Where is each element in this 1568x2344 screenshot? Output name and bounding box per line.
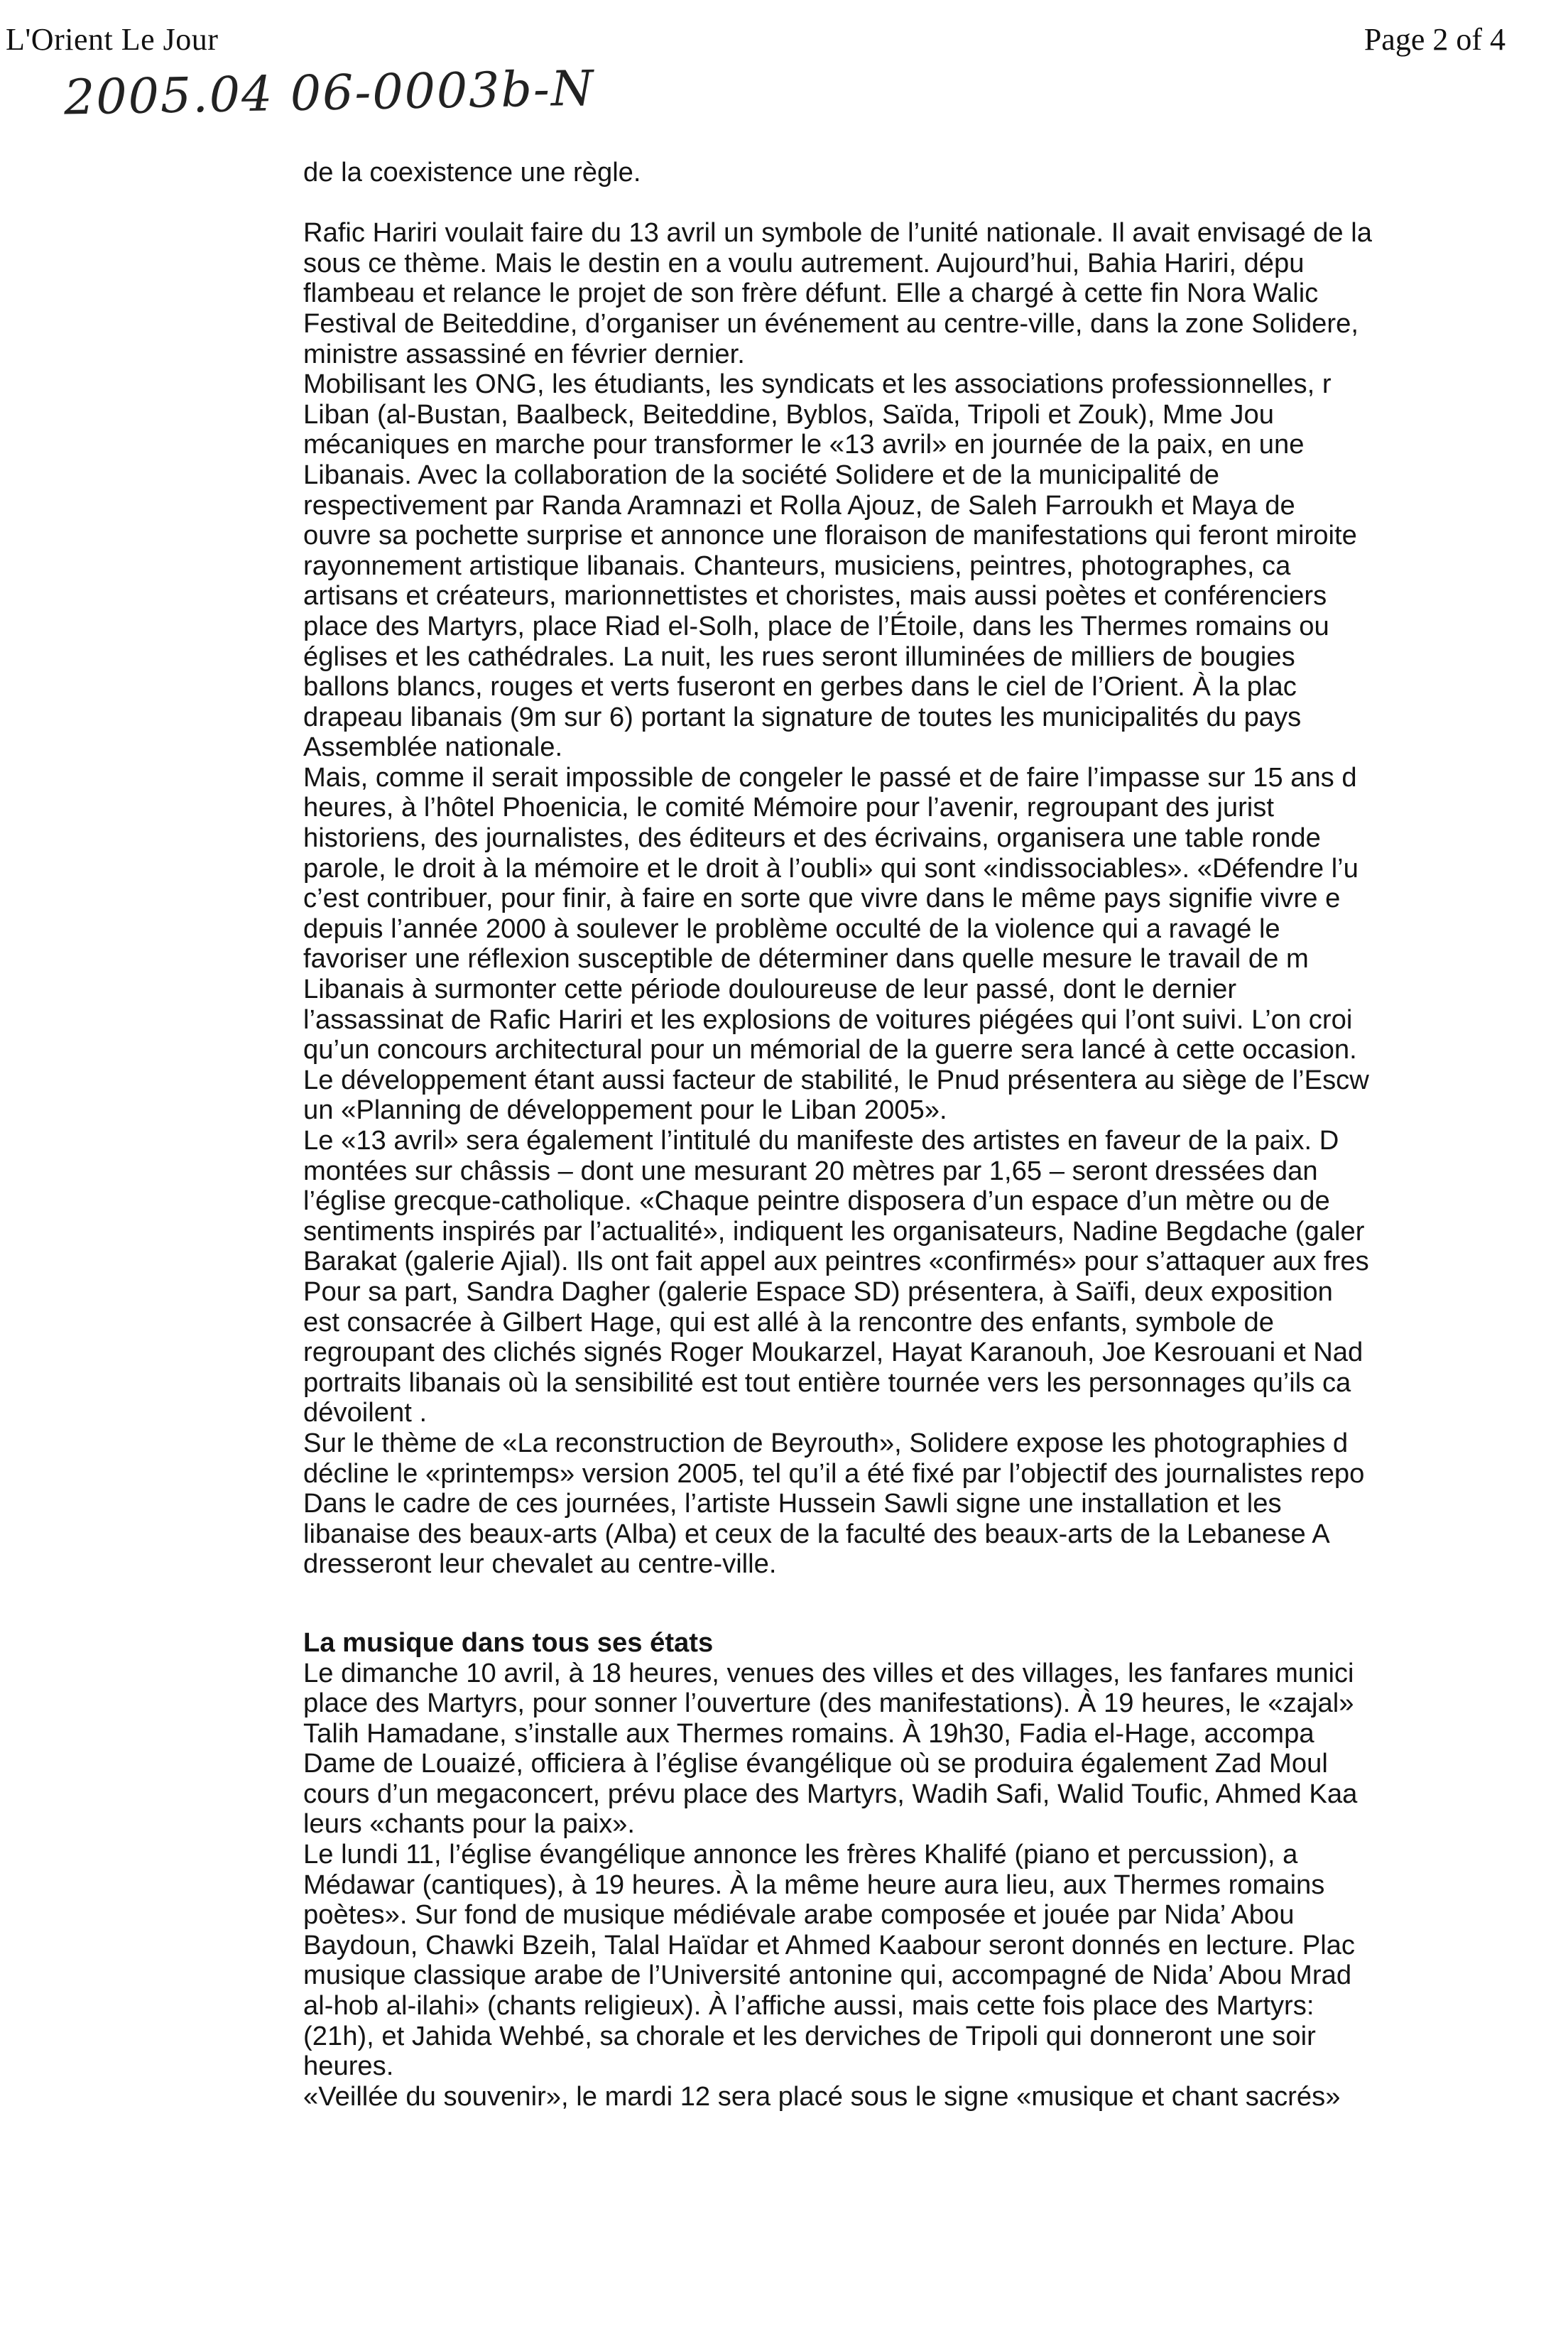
paragraph-intro: [303, 158, 1507, 188]
text-line: ministre assassiné en février dernier.: [303, 338, 745, 369]
text-line: parole, le droit à la mémoire et le droit à l’oubli» qui sont «indissociables». «Défendre l’u: [303, 852, 1359, 884]
text-line: Dans le cadre de ces journées, l’artiste Hussein Sawli signe une installation et les: [303, 1488, 1282, 1519]
text-line: musique classique arabe de l’Université antonine qui, accompagné de Nida’ Abou Mrad: [303, 1960, 1352, 1991]
publication-name: L'Orient Le Jour: [6, 22, 219, 57]
text-line: flambeau et relance le projet de son frère défunt. Elle a chargé à cette fin Nora Walic: [303, 278, 1319, 309]
text-line: Dame de Louaizé, officiera à l’église évangélique où se produira également Zad Moul: [303, 1748, 1328, 1779]
text-line: Le développement étant aussi facteur de stabilité, le Pnud présentera au siège de l’Escw: [303, 1064, 1369, 1095]
text-line: montées sur châssis – dont une mesurant 20 mètres par 1,65 – seront dressées dan: [303, 1155, 1318, 1186]
text-line: églises et les cathédrales. La nuit, les rues seront illuminées de milliers de bougies: [303, 641, 1295, 672]
text-line: Mobilisant les ONG, les étudiants, les syndicats et les associations professionnelles, r: [303, 369, 1332, 400]
section-heading: La musique dans tous ses états: [303, 1627, 714, 1658]
text-line: dévoilent .: [303, 1397, 428, 1428]
text-line: ballons blancs, rouges et verts fuseront en gerbes dans le ciel de l’Orient. À la plac: [303, 671, 1297, 702]
page-number: Page 2 of 4: [1363, 22, 1506, 57]
paragraph-veillee: [303, 2082, 1507, 2112]
paragraph-dimanche: [303, 1659, 1507, 1840]
text-line: l’église grecque-catholique. «Chaque peintre disposera d’un espace d’un mètre ou de: [303, 1185, 1330, 1217]
text-line: qu’un concours architectural pour un mémorial de la guerre sera lancé à cette occasion.: [303, 1034, 1357, 1065]
text-line: Médawar (cantiques), à 19 heures. À la même heure aura lieu, aux Thermes romains: [303, 1869, 1325, 1900]
text-line: Liban (al-Bustan, Baalbeck, Beiteddine, Byblos, Saïda, Tripoli et Zouk), Mme Jou: [303, 398, 1274, 430]
text-line: Baydoun, Chawki Bzeih, Talal Haïdar et Ahmed Kaabour seront donnés en lecture. Plac: [303, 1929, 1356, 1960]
paragraph-pnud: [303, 1065, 1507, 1126]
text-line: leurs «chants pour la paix».: [303, 1808, 636, 1840]
text-line: Libanais à surmonter cette période douloureuse de leur passé, dont le dernier: [303, 974, 1237, 1005]
paragraph-memoire: [303, 763, 1507, 1065]
text-line: est consacrée à Gilbert Hage, qui est allé à la rencontre des enfants, symbole de: [303, 1306, 1275, 1338]
text-line: Festival de Beiteddine, d’organiser un événement au centre-ville, dans la zone Solidere,: [303, 308, 1359, 339]
paragraph-reconstruction: [303, 1428, 1507, 1580]
text-line: dresseront leur chevalet au centre-ville.: [303, 1548, 777, 1580]
text-line: place des Martyrs, pour sonner l’ouverture (des manifestations). À 19 heures, le «zajal»: [303, 1688, 1354, 1719]
paragraph-lundi: [303, 1840, 1507, 2082]
text-line: Le «13 avril» sera également l’intitulé du manifeste des artistes en faveur de la paix. D: [303, 1125, 1339, 1156]
text-line: poètes». Sur fond de musique médiévale arabe composée et jouée par Nida’ Abou: [303, 1899, 1295, 1931]
text-line: artisans et créateurs, marionnettistes et choristes, mais aussi poètes et conférenciers: [303, 580, 1327, 612]
text-line: heures.: [303, 2051, 394, 2082]
text-line: depuis l’année 2000 à soulever le problème occulté de la violence qui a ravagé le: [303, 913, 1280, 944]
text-line: heures, à l’hôtel Phoenicia, le comité Mémoire pour l’avenir, regroupant des jurist: [303, 792, 1274, 823]
text-line: Libanais. Avec la collaboration de la société Solidere et de la municipalité de: [303, 459, 1220, 490]
text-line: «Veillée du souvenir», le mardi 12 sera placé sous le signe «musique et chant sacrés»: [303, 2080, 1341, 2112]
text-line: respectivement par Randa Aramnazi et Rolla Ajouz, de Saleh Farroukh et Maya de: [303, 489, 1295, 521]
text-line: favoriser une réflexion susceptible de déterminer dans quelle mesure le travail de m: [303, 943, 1309, 975]
text-line: al-hob al-ilahi» (chants religieux). À l’affiche aussi, mais cette fois place des Martyrs:: [303, 1990, 1314, 2022]
paragraph-mobilisation: [303, 369, 1507, 763]
text-line: Barakat (galerie Ajial). Ils ont fait appel aux peintres «confirmés» pour s’attaquer aux fres: [303, 1246, 1369, 1277]
text-line: Le lundi 11, l’église évangélique annonce les frères Khalifé (piano et percussion), a: [303, 1839, 1298, 1870]
text-line: portraits libanais où la sensibilité est tout entière tournée vers les personnages qu’ils ca: [303, 1367, 1351, 1398]
text-line: Talih Hamadane, s’installe aux Thermes romains. À 19h30, Fadia el-Hage, accompa: [303, 1718, 1314, 1749]
text-line: drapeau libanais (9m sur 6) portant la signature de toutes les municipalités du pays: [303, 701, 1302, 732]
text-line: Rafic Hariri voulait faire du 13 avril un symbole de l’unité nationale. Il avait envisagé de la: [303, 217, 1372, 249]
text-line: ouvre sa pochette surprise et annonce une floraison de manifestations qui feront miroite: [303, 520, 1357, 551]
text-line: Mais, comme il serait impossible de congeler le passé et de faire l’impasse sur 15 ans d: [303, 761, 1357, 793]
text-line: regroupant des clichés signés Roger Moukarzel, Hayat Karanouh, Joe Kesrouani et Nad: [303, 1337, 1363, 1368]
text-line: l’assassinat de Rafic Hariri et les explosions de voitures piégées qui l’ont suivi. L’on croi: [303, 1004, 1353, 1035]
text-line: un «Planning de développement pour le Liban 2005».: [303, 1095, 947, 1126]
text-line: historiens, des journalistes, des éditeurs et des écrivains, organisera une table ronde: [303, 823, 1321, 854]
text-line: de la coexistence une règle.: [303, 158, 641, 188]
handwritten-reference: 2005.04 06-0003b-N: [63, 60, 596, 126]
text-line: Assemblée nationale.: [303, 732, 563, 763]
text-line: rayonnement artistique libanais. Chanteurs, musiciens, peintres, photographes, ca: [303, 550, 1291, 581]
text-line: cours d’un megaconcert, prévu place des Martyrs, Wadih Safi, Walid Toufic, Ahmed Kaa: [303, 1778, 1358, 1809]
text-line: place des Martyrs, place Riad el-Solh, place de l’Étoile, dans les Thermes romains ou: [303, 610, 1329, 641]
text-line: Sur le thème de «La reconstruction de Beyrouth», Solidere expose les photographies d: [303, 1427, 1349, 1458]
text-line: décline le «printemps» version 2005, tel qu’il a été fixé par l’objectif des journalistes repo: [303, 1458, 1365, 1489]
paragraph-manifeste: [303, 1126, 1507, 1428]
text-line: sentiments inspirés par l’actualité», indiquent les organisateurs, Nadine Begdache (galer: [303, 1215, 1365, 1247]
text-line: Le dimanche 10 avril, à 18 heures, venues des villes et des villages, les fanfares munici: [303, 1657, 1354, 1688]
text-line: Pour sa part, Sandra Dagher (galerie Espace SD) présentera, à Saïfi, deux exposition: [303, 1276, 1333, 1307]
text-line: mécaniques en marche pour transformer le «13 avril» en journée de la paix, en une: [303, 429, 1305, 460]
paragraph-hariri: [303, 218, 1507, 369]
article-body: [303, 158, 1507, 2331]
text-line: c’est contribuer, pour finir, à faire en sorte que vivre dans le même pays signifie vivre e: [303, 883, 1341, 914]
text-line: sous ce thème. Mais le destin en a voulu autrement. Aujourd’hui, Bahia Hariri, dépu: [303, 247, 1305, 278]
text-line: libanaise des beaux-arts (Alba) et ceux de la faculté des beaux-arts de la Lebanese A: [303, 1518, 1330, 1549]
text-line: (21h), et Jahida Wehbé, sa chorale et les derviches de Tripoli qui donneront une soir: [303, 2020, 1316, 2051]
